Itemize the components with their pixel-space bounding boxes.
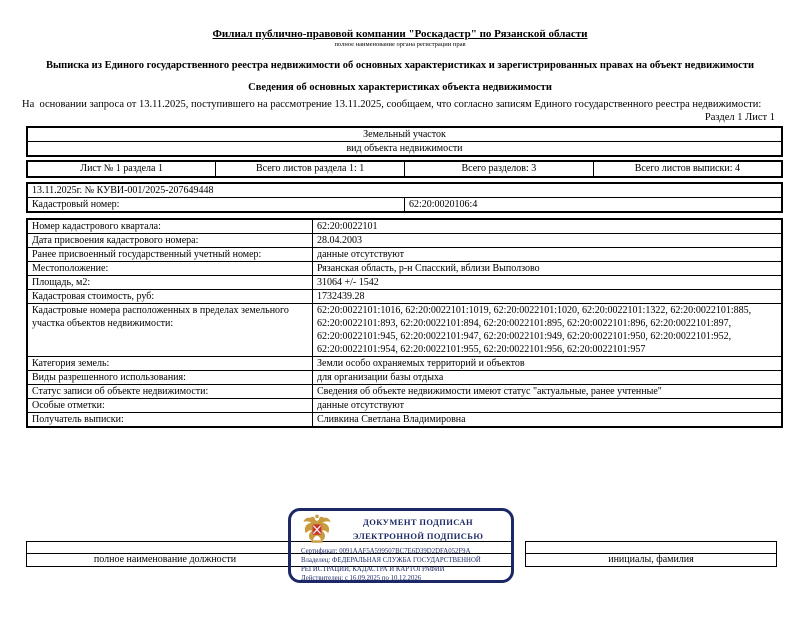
table-row — [27, 234, 782, 248]
row-label: Виды разрешенного использования: — [27, 371, 313, 385]
request-line: На основании запроса от 13.11.2025, поступившего на рассмотрение 13.11.2025, сообщаем, что согласно записям Единого государственного реестра недвижимости: — [22, 99, 762, 110]
sheet-info-cell: Всего листов раздела 1: 1 — [216, 161, 405, 177]
sheet-info-cell: Всего разделов: 3 — [405, 161, 594, 177]
row-label: Особые отметки: — [27, 399, 313, 413]
sheet-info-table — [26, 160, 783, 178]
row-value: 28.04.2003 — [313, 234, 783, 248]
details-table — [26, 218, 783, 428]
row-label: Получатель выписки: — [27, 413, 313, 428]
coat-of-arms-icon — [301, 513, 333, 547]
org-name-caption: полное наименование органа регистрации прав — [334, 41, 466, 48]
row-value: 62:20:0022101 — [313, 219, 783, 234]
stamp-title-line1: ДОКУМЕНТ ПОДПИСАН — [363, 517, 473, 528]
row-label: Кадастровый номер: — [27, 198, 405, 213]
row-label: Категория земель: — [27, 357, 313, 371]
sheet-info-cell: Всего листов выписки: 4 — [593, 161, 782, 177]
org-name-text: Филиал публично-правовой компании "Роскадастр" по Рязанской области — [212, 28, 588, 40]
stamp-certificate: Сертификат: 0091AAF5A599507BC7E6D39D2DFA052F9A — [301, 548, 471, 555]
stamp-owner-line1: Владелец: ФЕДЕРАЛЬНАЯ СЛУЖБА ГОСУДАРСТВЕННОЙ — [301, 556, 481, 564]
digital-signature-stamp — [288, 508, 514, 583]
table-row — [27, 262, 782, 276]
row-label: Площадь, м2: — [27, 276, 313, 290]
row-value: 1732439.28 — [313, 290, 783, 304]
table-row — [27, 248, 782, 262]
row-label: Местоположение: — [27, 262, 313, 276]
row-value: Земли особо охраняемых территорий и объектов — [313, 357, 783, 371]
document-number: 13.11.2025г. № КУВИ-001/2025-207649448 — [27, 183, 782, 198]
signature-name-caption: инициалы, фамилия — [608, 554, 694, 565]
section-title: Сведения об основных характеристиках объекта недвижимости — [248, 82, 552, 93]
object-type-value: Земельный участок — [27, 127, 782, 142]
row-label: Номер кадастрового квартала: — [27, 219, 313, 234]
row-label: Кадастровые номера расположенных в пределах земельного участка объектов недвижимости: — [27, 304, 313, 357]
object-type-table — [26, 126, 783, 157]
stamp-validity: Действителен: с 16.09.2025 по 10.12.2026 — [301, 574, 422, 582]
row-value: для организации базы отдыха — [313, 371, 783, 385]
table-row — [27, 357, 782, 371]
row-value: Рязанская область, р-н Спасский, вблизи Выползово — [313, 262, 783, 276]
signature-position-caption: полное наименование должности — [93, 554, 237, 565]
document-title: Выписка из Единого государственного реестра недвижимости об основных характеристиках и зарегистрированных правах на объект недвижимости — [45, 60, 755, 71]
row-value: данные отсутствуют — [313, 248, 783, 262]
table-row — [27, 304, 782, 357]
row-value: 31064 +/- 1542 — [313, 276, 783, 290]
org-name — [0, 0, 800, 40]
row-label: Статус записи об объекте недвижимости: — [27, 385, 313, 399]
row-value: 62:20:0022101:1016, 62:20:0022101:1019, 62:20:0022101:1020, 62:20:0022101:1322, 62:20:0022101:885, 62:20:0022101:893, 62:20:0022101:894, 62:20:0022101:895, 62:20:0022101:896, 62:20:0022101:897, 62:20:0022101:945, 62:20:0022101:947, 62:20:0022101:949, 62:20:0022101:950, 62:20:0022101:952, 62:20:0022101:954, 62:20:0022101:955, 62:20:0022101:956, 62:20:0022101:957 — [313, 304, 783, 357]
object-type-caption: вид объекта недвижимости — [27, 142, 782, 157]
table-row — [27, 276, 782, 290]
row-value: Сливкина Светлана Владимировна — [313, 413, 783, 428]
row-value: данные отсутствуют — [313, 399, 783, 413]
table-row — [27, 290, 782, 304]
table-row — [27, 399, 782, 413]
section-sheet-label: Раздел 1 Лист 1 — [704, 112, 775, 123]
row-value: Сведения об объекте недвижимости имеют статус "актуальные, ранее учтенные" — [313, 385, 783, 399]
stamp-title-line2: ЭЛЕКТРОННОЙ ПОДПИСЬЮ — [352, 531, 484, 541]
stamp-owner-line2: РЕГИСТРАЦИИ, КАДАСТРА И КАРТОГРАФИИ — [301, 565, 445, 573]
sheet-info-cell: Лист № 1 раздела 1 — [27, 161, 216, 177]
table-row — [27, 219, 782, 234]
row-label: Ранее присвоенный государственный учетный номер: — [27, 248, 313, 262]
document-number-table — [26, 182, 783, 213]
row-label: Кадастровая стоимость, руб: — [27, 290, 313, 304]
row-label: Дата присвоения кадастрового номера: — [27, 234, 313, 248]
table-row — [27, 413, 782, 428]
row-value: 62:20:0020106:4 — [405, 198, 783, 213]
table-row — [27, 385, 782, 399]
table-row — [27, 371, 782, 385]
